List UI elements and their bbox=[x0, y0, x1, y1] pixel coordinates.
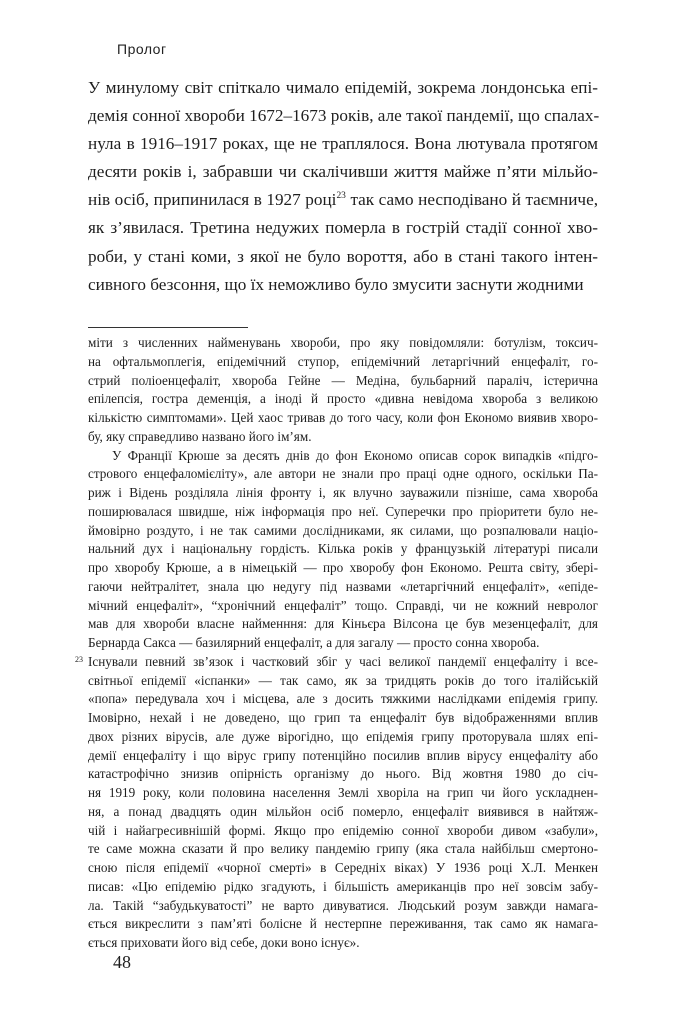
footnote-line: ймовірно роздуто, і не так самими дослідниками, як силами, що розпалювали націо- bbox=[88, 522, 598, 538]
footnote-line: гаючи нейтралітет, знала цю недугу під назвами «летаргічний енцефаліт», «епіде- bbox=[88, 578, 598, 594]
footnote-line: те саме можна сказати й про велику пандемію грипу (яка стала найбільш смертоно- bbox=[88, 841, 598, 857]
main-text-line: нула в 1916–1917 роках, ще не траплялося. Вона лютувала протягом bbox=[88, 134, 598, 154]
footnote-line: сною після епідемії «чорної смерті» в Середніх віках) У 1936 році Х.Л. Менкен bbox=[88, 860, 598, 875]
main-text-line: роби, у стані коми, з якої не було вороття, або в стані такого інтен- bbox=[88, 246, 598, 266]
footnote-line: мічний енцефаліт», “хронічний енцефаліт” тощо. Справді, чи не кожний невролог bbox=[88, 597, 598, 613]
footnote-line: про хворобу Крюше, а в німецькій — про хворобу фон Економо. Решта світу, зберi- bbox=[88, 560, 598, 575]
main-text-line: демія сонної хвороби 1672–1673 років, але такої пандемії, що спалах- bbox=[88, 106, 600, 126]
footnote-reference: 23 bbox=[336, 191, 346, 202]
footnote-line: міти з численних найменувань хвороби, про яку повідомляли: ботулізм, токсич- bbox=[88, 335, 598, 350]
footnote-line: Імовірно, нехай і не доведено, що грип та енцефаліт був відображеннями вплив bbox=[88, 710, 598, 725]
footnote-line: на офтальмоплегія, епідемічний ступор, епідемічний летаргічний енцефаліт, го- bbox=[88, 353, 598, 369]
footnote-line: ється приховати його від себе, доки воно існує». bbox=[88, 935, 360, 950]
footnote-line: стрий поліоенцефаліт, хвороба Гейне — Медіна, бульбарний параліч, істерична bbox=[88, 372, 598, 388]
footnote-line: ла. Такій “забудькуватості” не варто дивуватися. Людський розум завжди намага- bbox=[88, 897, 598, 913]
footnote-line: світньої епідемії «іспанки» — так само, як за тридцять років до того італійській bbox=[88, 672, 598, 688]
main-text-line: У минулому світ спіткало чимало епідемій, зокрема лондонська епі- bbox=[88, 78, 598, 97]
footnote-line: писав: «Цю епідемію рідко згадують, і більшість американців про неї зовсім забу- bbox=[88, 878, 598, 894]
main-text-line: десяти років і, забравши чи скалічивши життя майже п’яти мільйо- bbox=[88, 162, 598, 182]
footnote-line: кількістю симптомами». Цей хаос тривав до того часу, коли фон Економо виявив хворо- bbox=[88, 410, 598, 425]
main-text-line: сивного безсоння, що їх неможливо було змусити заснути жодними bbox=[88, 274, 584, 294]
footnote-line: мав для хвороби власне найменння: для Кіньєра Вілсона це був мезенцефаліт, для bbox=[88, 616, 598, 632]
footnote-line: риж і Відень розділяла лінія фронту і, як влучно зауважили пізніше, сама хвороба bbox=[88, 485, 598, 500]
page-number: 48 bbox=[113, 952, 131, 972]
footnote-line: Бернарда Сакса — базилярний енцефаліт, а для загалу — просто сонна хвороба. bbox=[88, 635, 540, 650]
footnote-line: Існували певний зв’язок і частковий збіг у часі великої пандемії енцефаліту і все- bbox=[88, 653, 598, 669]
footnote-line: епілепсія, гостра деменція, а іноді й просто «дивна невідома хвороба з великою bbox=[88, 391, 598, 407]
footnote-separator bbox=[88, 327, 248, 328]
footnote-line: бу, яку справедливо названо його ім’ям. bbox=[88, 428, 312, 444]
main-text-line-with-ref bbox=[88, 186, 598, 214]
running-header: Пролог bbox=[117, 41, 167, 57]
main-text-line: як з’явилася. Третина недужих померла в гострій стадії сонної хво- bbox=[88, 218, 598, 238]
footnote-continued bbox=[88, 334, 598, 447]
footnote-line: поширювалася швидше, ніж інформація про неї. Суперечки про пріоритети було не- bbox=[88, 503, 598, 519]
footnote-line: ється викреслити з пам’яті болісне й нестерпне переживання, так само як намага- bbox=[88, 916, 598, 932]
footnote-line: нальний дух і національну гордість. Кілька років у французькій літературі писали bbox=[88, 541, 598, 557]
footnote-line: чій і найагресивнішій формі. Якщо про епідемію сонної хвороби дивом «забули», bbox=[88, 822, 598, 838]
footnote-line: двох різних вірусів, але дуже вірогідно, що епідемія грипу проторувала шлях епі- bbox=[88, 728, 598, 744]
footnote-line: демії енцефаліту і що вірус грипу потенційно посилив вплив вірусу енцефаліту або bbox=[88, 747, 598, 763]
footnote-line: стрового енцефаломієліту», але автори не знали про праці одне одного, оскільки Па- bbox=[88, 466, 598, 482]
footnotes bbox=[75, 334, 598, 953]
footnote-line: катастрофічно знизив опірність організму до нього. Від жовтня 1980 до січ- bbox=[88, 766, 598, 782]
footnote-paragraph bbox=[88, 447, 598, 653]
footnote-line: ня 1919 року, коли половина населення Землі хворіла на грип чи його ускладнен- bbox=[88, 785, 598, 800]
footnote-number: 23 bbox=[75, 654, 83, 664]
footnote-line: ня, а понад двадцять один мільйон осіб померло, енцефаліт виявився в найтяж- bbox=[88, 803, 598, 819]
footnote-line: «попа» передувала хоч і місцева, але з досить тяжкими наслідками епідемія грипу. bbox=[88, 691, 598, 707]
footnote-23 bbox=[75, 653, 598, 953]
main-text bbox=[88, 74, 598, 299]
main-text-segment: нів осіб, припинилася в 1927 році bbox=[88, 190, 337, 210]
footnote-line: У Франції Крюше за десять днів до фон Економо описав сорок випадків «підго- bbox=[112, 447, 598, 463]
main-text-segment: так само несподівано й таємниче, bbox=[350, 190, 599, 210]
